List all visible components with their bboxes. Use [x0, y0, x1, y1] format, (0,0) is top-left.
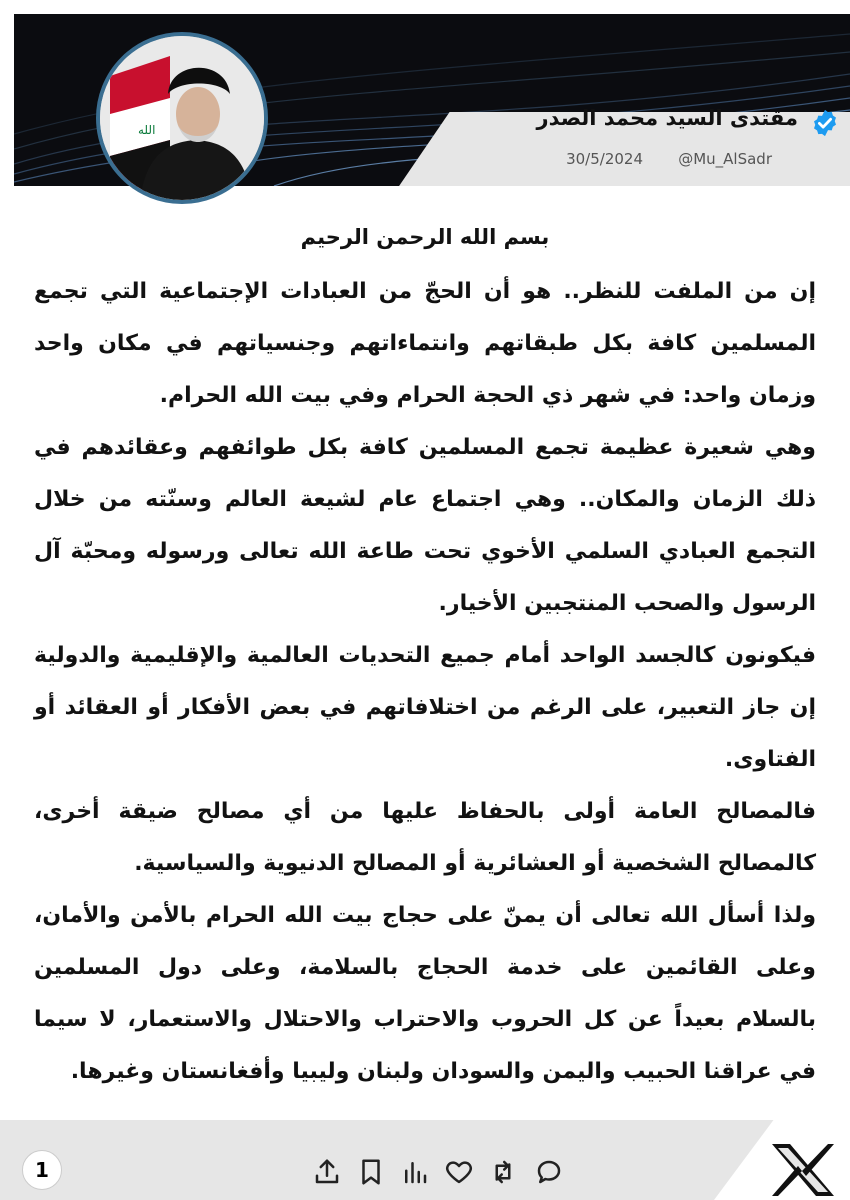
handle[interactable]: @Mu_AlSadr [678, 150, 772, 168]
page-number-badge: 1 [22, 1150, 62, 1190]
avatar-photo [100, 36, 264, 200]
svg-text:الله: الله [138, 123, 156, 137]
display-name[interactable]: مقتدى السيد محمد الصدر [536, 106, 798, 130]
share-icon[interactable] [312, 1157, 342, 1187]
avatar[interactable] [96, 32, 268, 204]
paragraph-2: وهي شعيرة عظيمة تجمع المسلمين كافة بكل طوائفهم وعقائدهم في ذلك الزمان والمكان.. وهي اجتماع عام لشيعة العالم وسنّته من خلال التجمع العبادي السلمي الأخوي تحت طاعة الله تعالى ورسوله ومحبّة آل الرسول والصحب المنتجبين الأخيار. [34, 435, 816, 616]
verified-badge-icon [810, 108, 840, 138]
paragraph-1: إن من الملفت للنظر.. هو أن الحجّ من العبادات الإجتماعية التي تجمع المسلمين كافة بكل طبقاتهم وانتماءاتهم وجنسياتهم في مكان واحد وزمان واحد: في شهر ذي الحجة الحرام وفي بيت الله الحرام. [34, 279, 816, 408]
post-date: 30/5/2024 [566, 150, 643, 168]
paragraph-4: فالمصالح العامة أولى بالحفاظ عليها من أي مصالح ضيقة أخرى، كالمصالح الشخصية أو العشائرية أو المصالح الدنيوية والسياسية. [34, 799, 816, 876]
bookmark-icon[interactable] [356, 1157, 386, 1187]
post-title: بسم الله الرحمن الرحيم [300, 225, 550, 249]
views-icon[interactable] [400, 1157, 430, 1187]
x-logo-icon [770, 1142, 836, 1198]
paragraph-5: ولذا أسأل الله تعالى أن يمنّ على حجاج بيت الله الحرام بالأمن والأمان، وعلى القائمين على خدمة الحجاج بالسلامة، وعلى دول المسلمين بالسلام بعيداً عن كل الحروب والاحتراب والاحتلال والاستعمار، لا سيما في عراقنا الحبيب واليمن والسودان ولبنان وليبيا وأفغانستان وغيرها. [34, 903, 816, 1084]
reply-icon[interactable] [534, 1157, 564, 1187]
post-body [34, 222, 816, 1098]
paragraph-3: فيكونون كالجسد الواحد أمام جميع التحديات العالمية والإقليمية والدولية إن جاز التعبير، على الرغم من اختلافاتهم في بعض الأفكار أو العقائد أو الفتاوى. [34, 643, 816, 772]
like-icon[interactable] [444, 1157, 474, 1187]
repost-icon[interactable] [488, 1157, 518, 1187]
